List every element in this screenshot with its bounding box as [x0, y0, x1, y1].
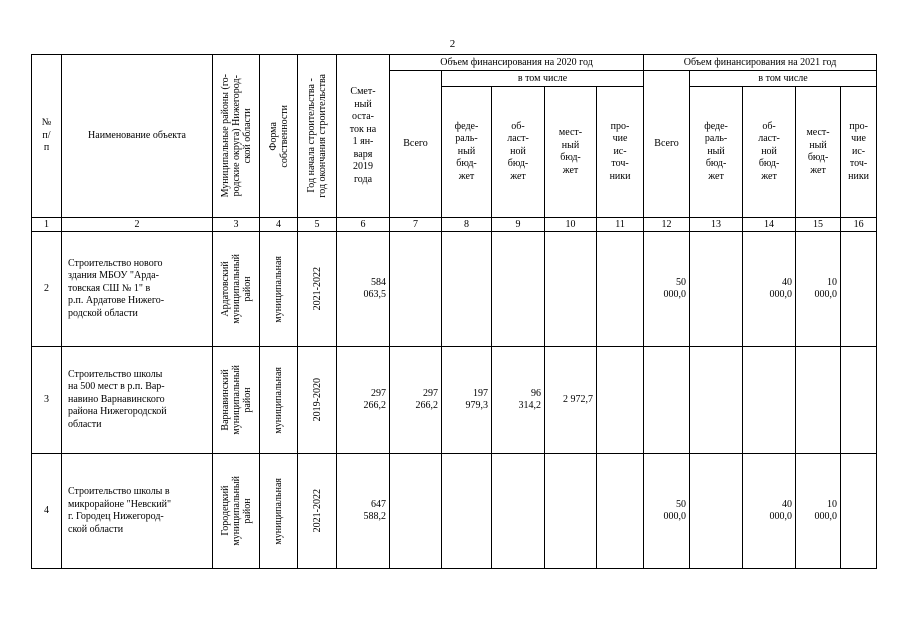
total-2021: [644, 347, 690, 454]
header-row-number: № п/ п: [32, 55, 62, 218]
object-name: Строительство школы в микрорайоне "Невский" г. Городец Нижегород- ской области: [62, 454, 213, 569]
header-local-2021: мест- ный бюд- жет: [796, 87, 841, 218]
ownership-cell: муниципальная: [260, 232, 298, 347]
header-estimated-balance: Смет- ный оста- ток на 1 ян- варя 2019 года: [337, 55, 390, 218]
local-2021: 10 000,0: [796, 454, 841, 569]
financing-table: [31, 54, 877, 569]
local-2020: [545, 454, 597, 569]
local-2021: [796, 347, 841, 454]
column-number: 9: [492, 218, 545, 232]
federal-2021: [690, 454, 743, 569]
column-number: 1: [32, 218, 62, 232]
regional-2020: [492, 232, 545, 347]
column-number: 13: [690, 218, 743, 232]
other-2021: [841, 232, 877, 347]
regional-2020: [492, 454, 545, 569]
page-number: 2: [449, 38, 456, 50]
federal-2020: 197 979,3: [442, 347, 492, 454]
federal-2020: [442, 454, 492, 569]
federal-2021: [690, 347, 743, 454]
header-regional-2020: об- ласт- ной бюд- жет: [492, 87, 545, 218]
total-2020: 297 266,2: [390, 347, 442, 454]
total-2021: 50 000,0: [644, 454, 690, 569]
regional-2021: 40 000,0: [743, 232, 796, 347]
row-number: 3: [32, 347, 62, 454]
header-financing-2020: Объем финансирования на 2020 год: [390, 55, 644, 71]
other-2020: [597, 347, 644, 454]
object-name: Строительство нового здания МБОУ "Арда- товская СШ № 1" в р.п. Ардатове Нижего- родской области: [62, 232, 213, 347]
estimated-balance: 584 063,5: [337, 232, 390, 347]
other-2021: [841, 454, 877, 569]
column-number: 6: [337, 218, 390, 232]
column-number: 15: [796, 218, 841, 232]
header-including-2021: в том числе: [690, 71, 877, 87]
header-local-2020: мест- ный бюд- жет: [545, 87, 597, 218]
header-including-2020: в том числе: [442, 71, 644, 87]
header-financing-2021: Объем финансирования на 2021 год: [644, 55, 877, 71]
column-number: 14: [743, 218, 796, 232]
local-2020: [545, 232, 597, 347]
header-regional-2021: об- ласт- ной бюд- жет: [743, 87, 796, 218]
estimated-balance: 297 266,2: [337, 347, 390, 454]
column-number-row: [32, 218, 877, 232]
years-cell: 2021-2022: [298, 454, 337, 569]
column-number: 8: [442, 218, 492, 232]
header-district: Муниципальные районы (го- родские округа) Нижегород- ской области: [213, 55, 260, 218]
table-row: [32, 347, 877, 454]
estimated-balance: 647 588,2: [337, 454, 390, 569]
years-cell: 2021-2022: [298, 232, 337, 347]
other-2020: [597, 232, 644, 347]
other-2021: [841, 347, 877, 454]
column-number: 11: [597, 218, 644, 232]
ownership-cell: муниципальная: [260, 454, 298, 569]
column-number: 12: [644, 218, 690, 232]
regional-2020: 96 314,2: [492, 347, 545, 454]
header-ownership: Форма собственности: [260, 55, 298, 218]
column-number: 16: [841, 218, 877, 232]
row-number: 4: [32, 454, 62, 569]
object-name: Строительство школы на 500 мест в р.п. Вар- навино Варнавинского района Нижегородской области: [62, 347, 213, 454]
total-2021: 50 000,0: [644, 232, 690, 347]
header-federal-2020: феде- раль- ный бюд- жет: [442, 87, 492, 218]
header-years: Год начала строительства - год окончания строительства: [298, 55, 337, 218]
header-object-name: Наименование объекта: [62, 55, 213, 218]
column-number: 7: [390, 218, 442, 232]
header-federal-2021: феде- раль- ный бюд- жет: [690, 87, 743, 218]
regional-2021: 40 000,0: [743, 454, 796, 569]
district-cell: Варнавинский муниципальный район: [213, 347, 260, 454]
federal-2020: [442, 232, 492, 347]
total-2020: [390, 232, 442, 347]
federal-2021: [690, 232, 743, 347]
table-row: [32, 232, 877, 347]
column-number: 2: [62, 218, 213, 232]
column-number: 5: [298, 218, 337, 232]
regional-2021: [743, 347, 796, 454]
row-number: 2: [32, 232, 62, 347]
column-number: 4: [260, 218, 298, 232]
local-2021: 10 000,0: [796, 232, 841, 347]
header-other-2020: про- чие ис- точ- ники: [597, 87, 644, 218]
header-total-2021: Всего: [644, 71, 690, 218]
ownership-cell: муниципальная: [260, 347, 298, 454]
local-2020: 2 972,7: [545, 347, 597, 454]
district-cell: Ардатовский муниципальный район: [213, 232, 260, 347]
header-total-2020: Всего: [390, 71, 442, 218]
table-row: [32, 454, 877, 569]
district-cell: Городецкий муниципальный район: [213, 454, 260, 569]
other-2020: [597, 454, 644, 569]
column-number: 3: [213, 218, 260, 232]
header-other-2021: про- чие ис- точ- ники: [841, 87, 877, 218]
years-cell: 2019-2020: [298, 347, 337, 454]
total-2020: [390, 454, 442, 569]
column-number: 10: [545, 218, 597, 232]
